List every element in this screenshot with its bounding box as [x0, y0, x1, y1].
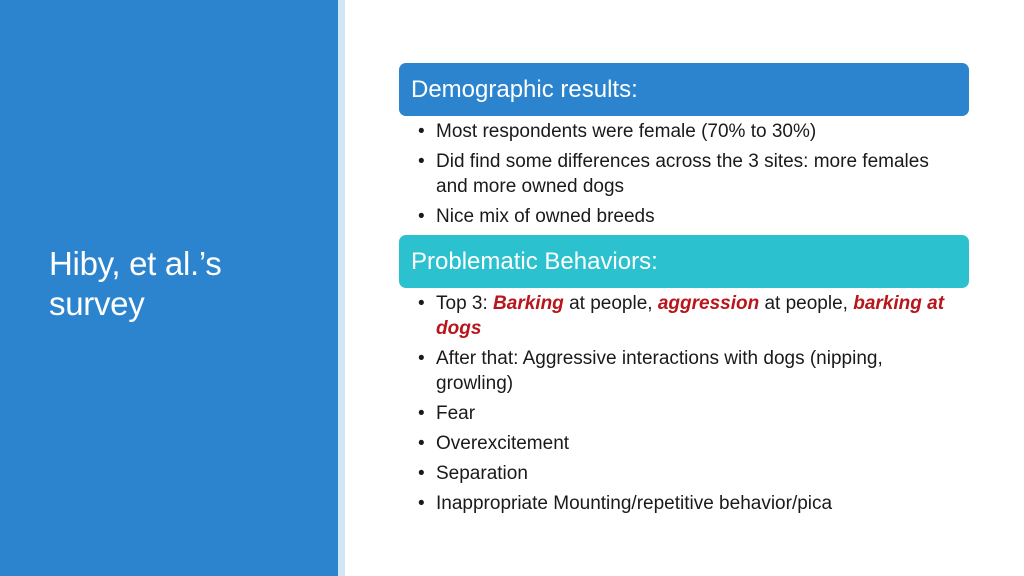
top3-at-people-2: at people,: [759, 293, 854, 314]
list-item: • Separation: [418, 461, 958, 486]
list-item: • Nice mix of owned breeds: [418, 204, 958, 229]
top3-at-people-1: at people,: [563, 293, 658, 314]
list-item: • Did find some differences across the 3 sites: more females and more owned dogs: [418, 149, 958, 199]
highlight-aggression: aggression: [657, 293, 760, 314]
problematic-behaviors-header: [399, 235, 969, 288]
demographic-results-heading: Demographic results:: [411, 76, 638, 103]
problematic-behaviors-heading: Problematic Behaviors:: [411, 248, 658, 275]
highlight-barking: Barking: [493, 293, 564, 314]
slide-title: Hiby, et al.’s survey: [49, 245, 222, 322]
list-item: • Most respondents were female (70% to 30%): [418, 119, 958, 144]
highlight-barking-at-dogs: barking at dogs: [436, 293, 945, 339]
top3-prefix: Top 3:: [436, 293, 494, 314]
list-item: • Fear: [418, 401, 958, 426]
list-item: • After that: Aggressive interactions with dogs (nipping, growling): [418, 346, 958, 396]
demographic-results-header: [399, 63, 969, 116]
demographic-results-list: [418, 119, 958, 234]
panel-divider: [338, 0, 345, 576]
list-item-top3: [418, 291, 958, 341]
problematic-behaviors-list: [418, 291, 958, 521]
list-item: • Inappropriate Mounting/repetitive behavior/pica: [418, 491, 958, 516]
list-item: • Overexcitement: [418, 431, 958, 456]
